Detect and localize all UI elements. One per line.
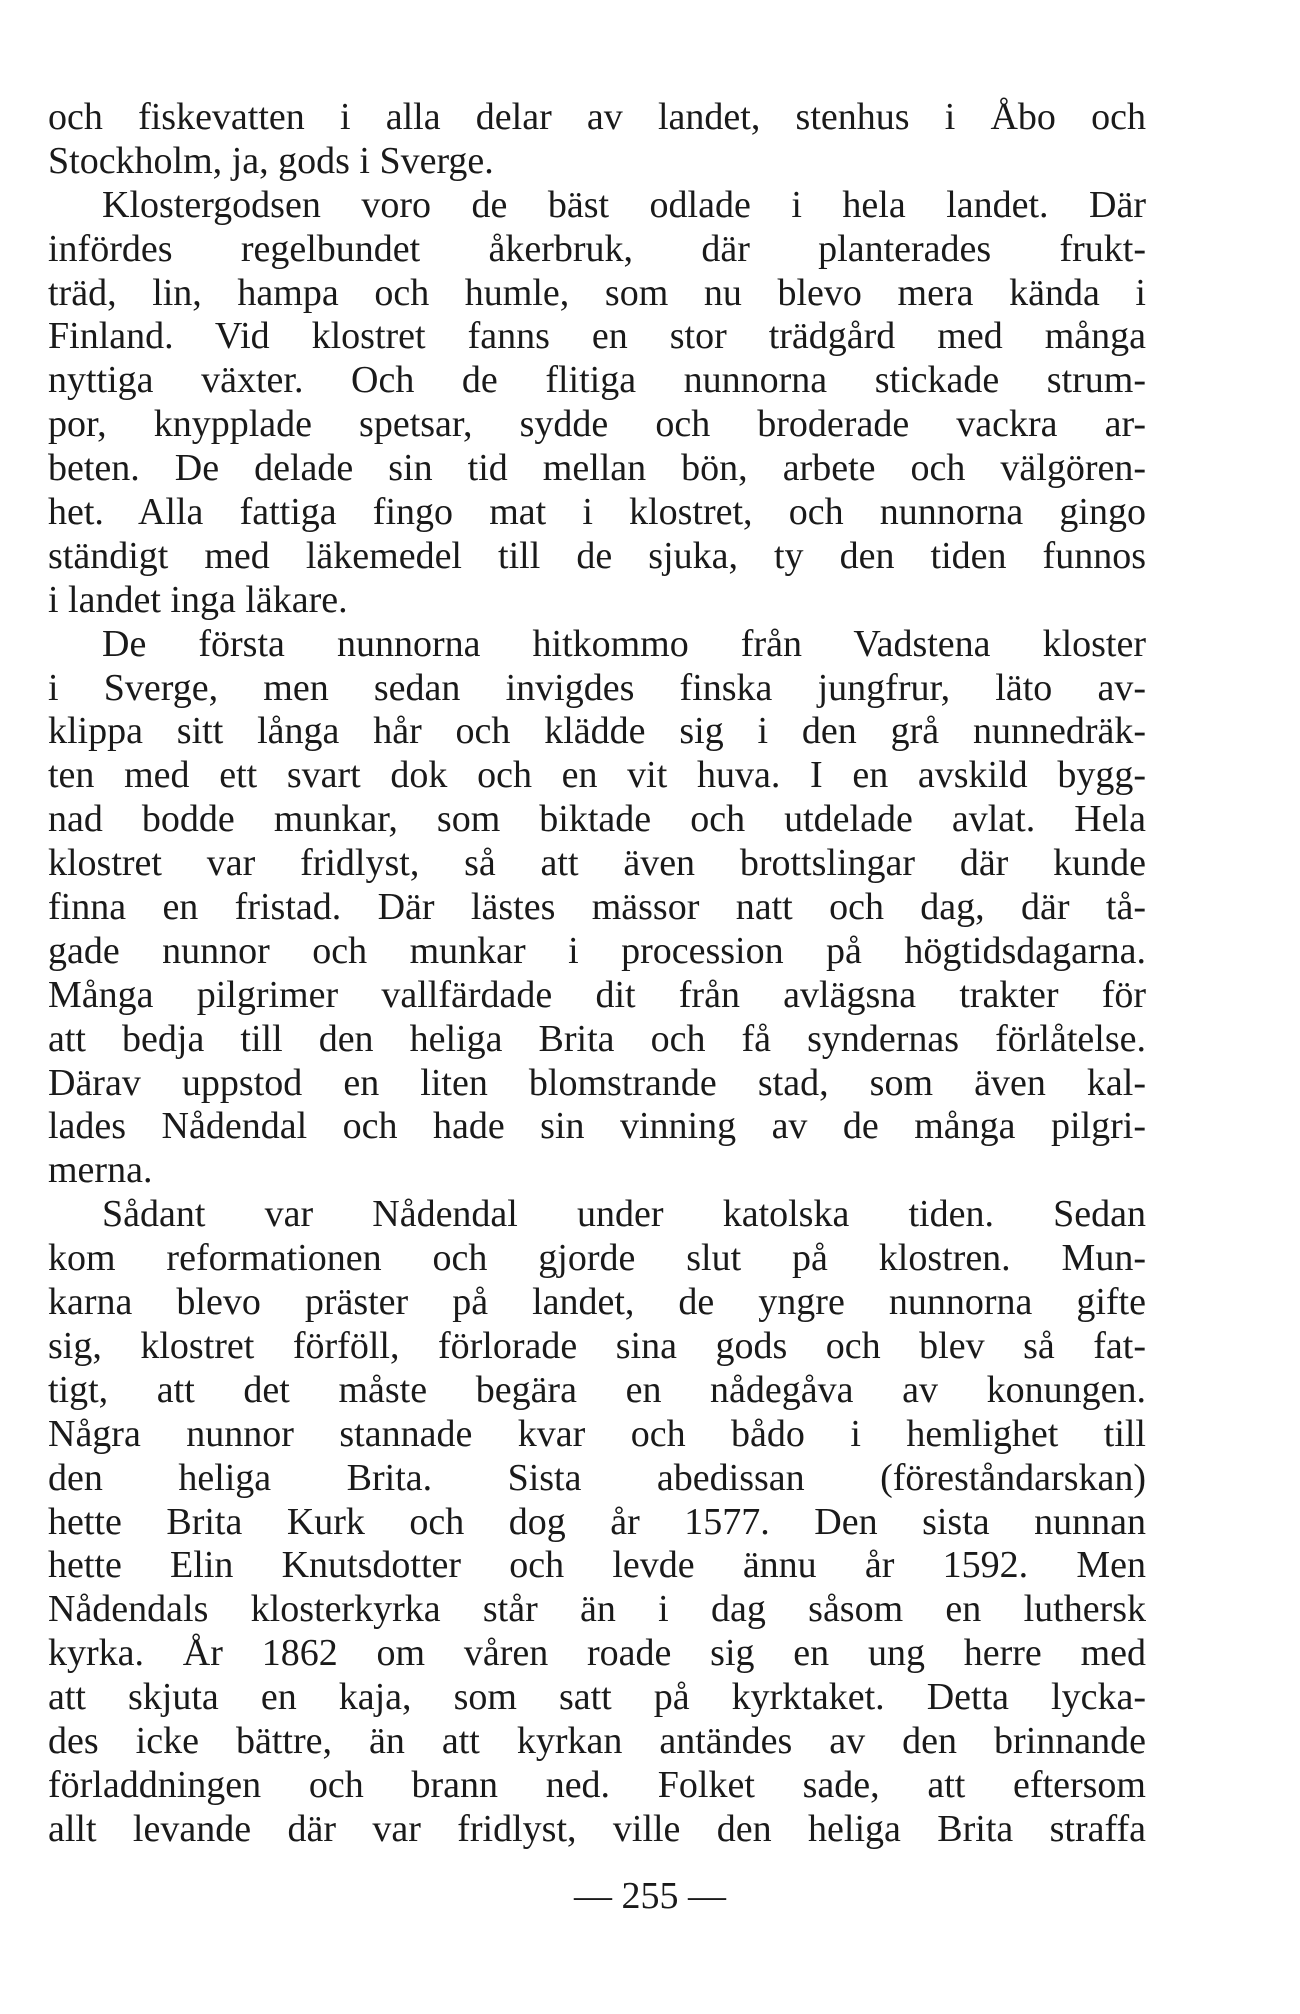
text-line: nad bodde munkar, som biktade och utdelade avlat. Hela [48, 798, 1146, 841]
text-line: tigt, att det måste begära en nådegåva av konungen. [48, 1368, 1146, 1411]
text-line: De första nunnorna hitkommo från Vadstena kloster [102, 622, 1146, 665]
paragraph-2 [48, 184, 1146, 623]
text-line: och fiskevatten i alla delar av landet, stenhus i Åbo och [48, 96, 1146, 138]
text-line: Finland. Vid klostret fanns en stor trädgård med många [48, 315, 1146, 358]
text-line: träd, lin, hampa och humle, som nu blevo mera kända i [48, 271, 1146, 314]
text-line: Några nunnor stannade kvar och bådo i hemlighet till [48, 1412, 1146, 1455]
text-line: i Sverge, men sedan invigdes finska jungfrur, läto av- [48, 666, 1146, 709]
text-line: i landet inga läkare. [48, 578, 348, 621]
paragraph-1 [48, 96, 1146, 184]
text-line: att skjuta en kaja, som satt på kyrktaket. Detta lycka- [48, 1676, 1146, 1719]
text-line: lades Nådendal och hade sin vinning av de många pilgri- [48, 1105, 1146, 1148]
text-line: des icke bättre, än att kyrkan antändes av den brinnande [48, 1719, 1146, 1762]
paragraph-4 [48, 1193, 1146, 1851]
text-line: Klostergodsen voro de bäst odlade i hela landet. Där [102, 183, 1146, 226]
text-line: Nådendals klosterkyrka står än i dag såsom en luthersk [48, 1588, 1146, 1631]
text-line: Många pilgrimer vallfärdade dit från avlägsna trakter för [48, 973, 1146, 1016]
text-line: karna blevo präster på landet, de yngre nunnorna gifte [48, 1281, 1146, 1324]
text-line: het. Alla fattiga fingo mat i klostret, och nunnorna gingo [48, 491, 1146, 534]
text-line: infördes regelbundet åkerbruk, där planterades frukt- [48, 227, 1146, 270]
text-line: beten. De delade sin tid mellan bön, arbete och välgören- [48, 447, 1146, 490]
text-line: Därav uppstod en liten blomstrande stad, som även kal- [48, 1061, 1146, 1104]
text-line: kom reformationen och gjorde slut på klostren. Mun- [48, 1237, 1146, 1280]
text-line: por, knypplade spetsar, sydde och broderade vackra ar- [48, 403, 1146, 446]
text-line: finna en fristad. Där lästes mässor natt och dag, där tå- [48, 886, 1146, 929]
text-line: den heliga Brita. Sista abedissan (föreståndarskan) [48, 1456, 1146, 1499]
text-line: gade nunnor och munkar i procession på högtidsdagarna. [48, 929, 1146, 972]
text-line: sig, klostret förföll, förlorade sina gods och blev så fat- [48, 1324, 1146, 1367]
text-line: att bedja till den heliga Brita och få syndernas förlåtelse. [48, 1017, 1146, 1060]
text-line: Stockholm, ja, gods i Sverge. [48, 139, 494, 182]
text-line: förladdningen och brann ned. Folket sade, att eftersom [48, 1763, 1146, 1806]
text-line: ten med ett svart dok och en vit huva. I en avskild bygg- [48, 754, 1146, 797]
paragraph-3 [48, 623, 1146, 1194]
text-line: ständigt med läkemedel till de sjuka, ty den tiden funnos [48, 534, 1146, 577]
text-line: klostret var fridlyst, så att även brottslingar där kunde [48, 842, 1146, 885]
text-line: Sådant var Nådendal under katolska tiden. Sedan [102, 1193, 1146, 1236]
text-line: kyrka. År 1862 om våren roade sig en ung herre med [48, 1632, 1146, 1675]
text-line: hette Elin Knutsdotter och levde ännu år 1592. Men [48, 1544, 1146, 1587]
text-line: klippa sitt långa hår och klädde sig i den grå nunnedräk- [48, 710, 1146, 753]
text-line: allt levande där var fridlyst, ville den heliga Brita straffa [48, 1807, 1146, 1850]
body-text [48, 96, 1146, 1852]
text-line: hette Brita Kurk och dog år 1577. Den sista nunnan [48, 1500, 1146, 1543]
text-line: nyttiga växter. Och de flitiga nunnorna stickade strum- [48, 359, 1146, 402]
text-line: merna. [48, 1149, 153, 1192]
page-number: — 255 — [574, 1875, 726, 1917]
